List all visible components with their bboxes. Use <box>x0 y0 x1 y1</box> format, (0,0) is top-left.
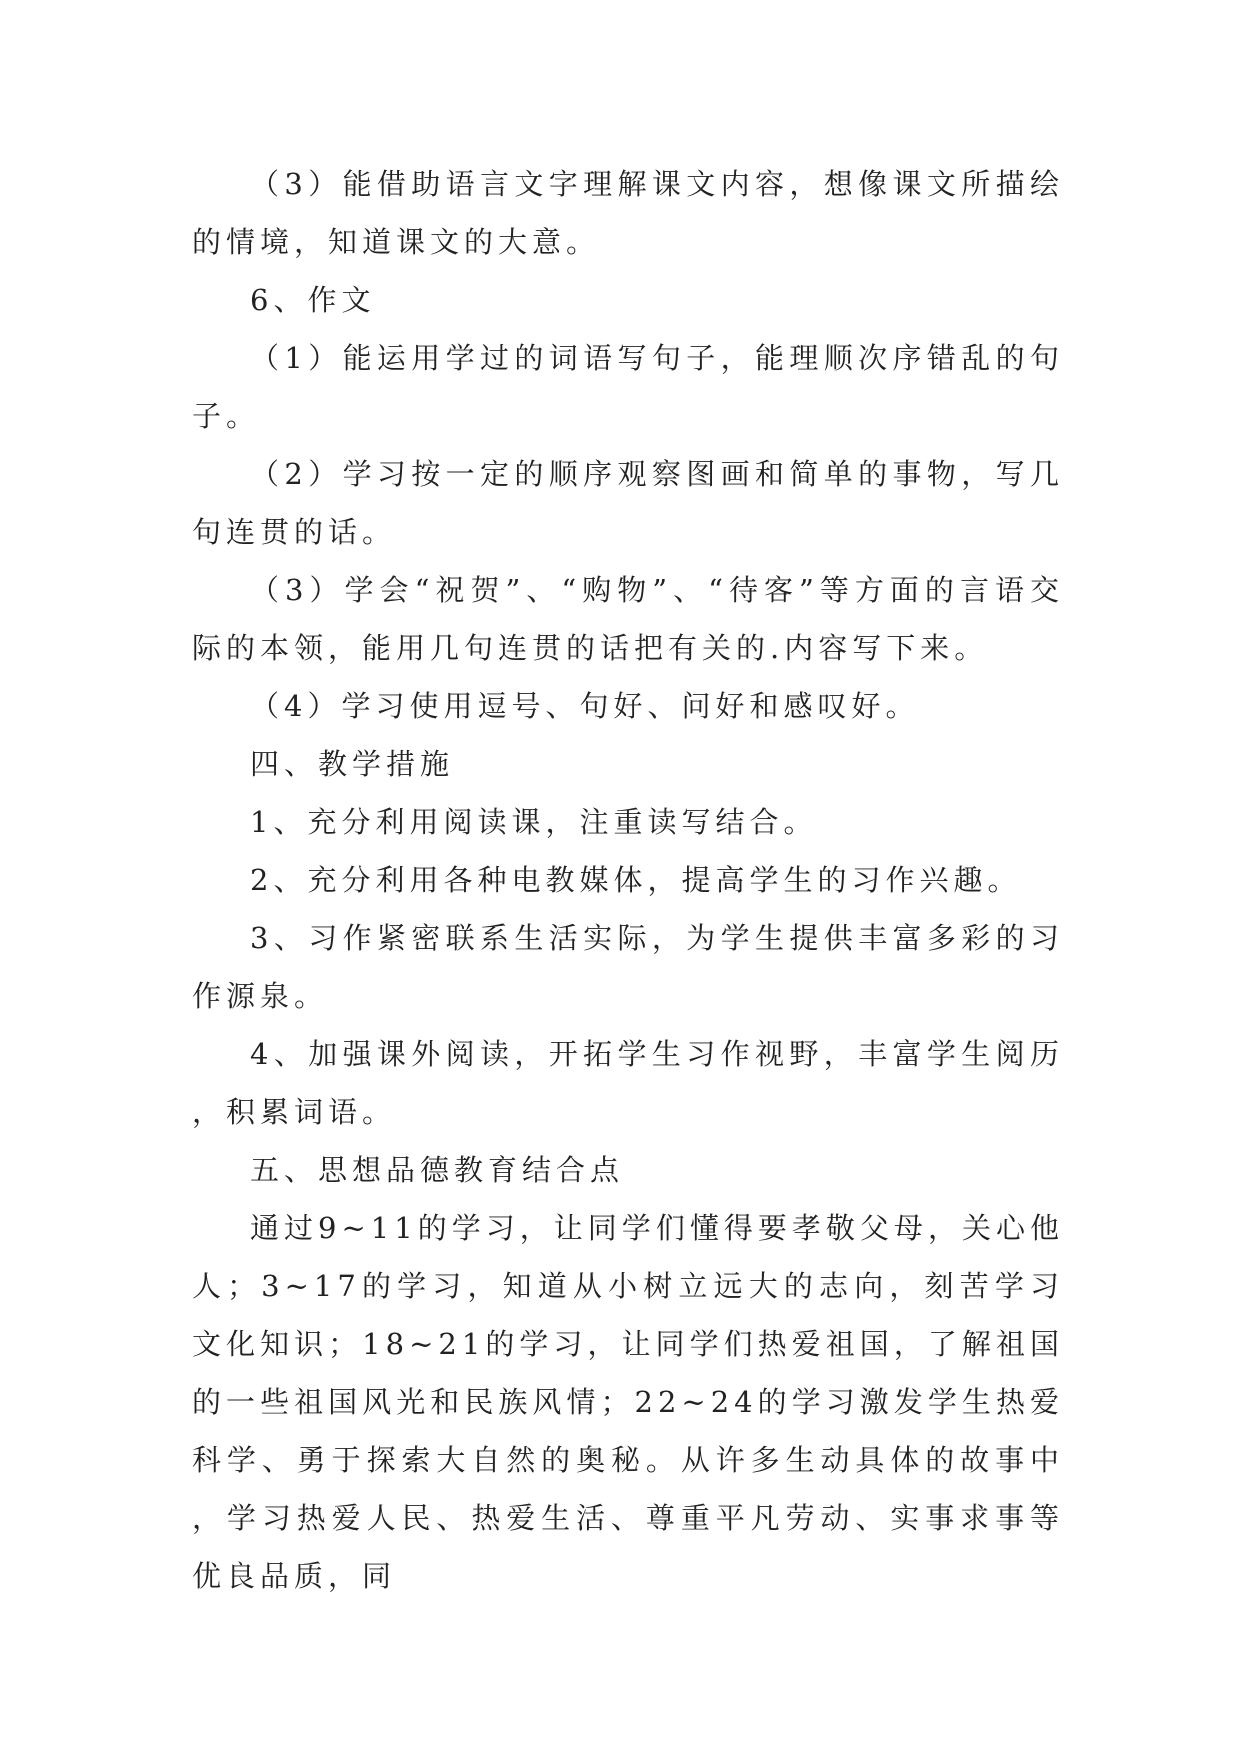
heading-composition: 6、作文 <box>250 283 376 317</box>
paragraph-reading-goal-3: （3）能借助语言文字理解课文内容，想像课文所描绘的情境，知道课文的大意。 <box>192 167 1064 259</box>
paragraph-composition-3: （3）学会“祝贺”、“购物”、“待客”等方面的言语交际的本领，能用几句连贯的话把有关的.内容写下来。 <box>192 573 1064 665</box>
paragraph-composition-2: （2）学习按一定的顺序观察图画和简单的事物，写几句连贯的话。 <box>192 457 1064 549</box>
paragraph-composition-1: （1）能运用学过的词语写句子，能理顺次序错乱的句子。 <box>192 341 1064 433</box>
paragraph-measure-2: 2、充分利用各种电教媒体，提高学生的习作兴趣。 <box>250 863 1022 897</box>
paragraph-measure-4: 4、加强课外阅读，开拓学生习作视野，丰富学生阅历，积累词语。 <box>192 1037 1064 1129</box>
heading-teaching-measures: 四、教学措施 <box>250 747 455 781</box>
paragraph-moral-education: 通过9~11的学习，让同学们懂得要孝敬父母，关心他人；3~17的学习，知道从小树立远大的志向，刻苦学习文化知识；18~21的学习，让同学们热爱祖国，了解祖国的一些祖国风光和民族风情；22~24的学习激发学生热爱科学、勇于探索大自然的奥秘。从许多生动具体的故事中，学习热爱人民、热爱生活、尊重平凡劳动、实事求事等优良品质，同 <box>192 1211 1064 1593</box>
heading-moral-education: 五、思想品德教育结合点 <box>250 1153 625 1187</box>
paragraph-composition-4: （4）学习使用逗号、句好、问好和感叹好。 <box>250 689 920 723</box>
paragraph-measure-3: 3、习作紧密联系生活实际，为学生提供丰富多彩的习作源泉。 <box>192 921 1064 1013</box>
document-body <box>192 155 1064 1605</box>
paragraph-measure-1: 1、充分利用阅读课，注重读写结合。 <box>250 805 818 839</box>
